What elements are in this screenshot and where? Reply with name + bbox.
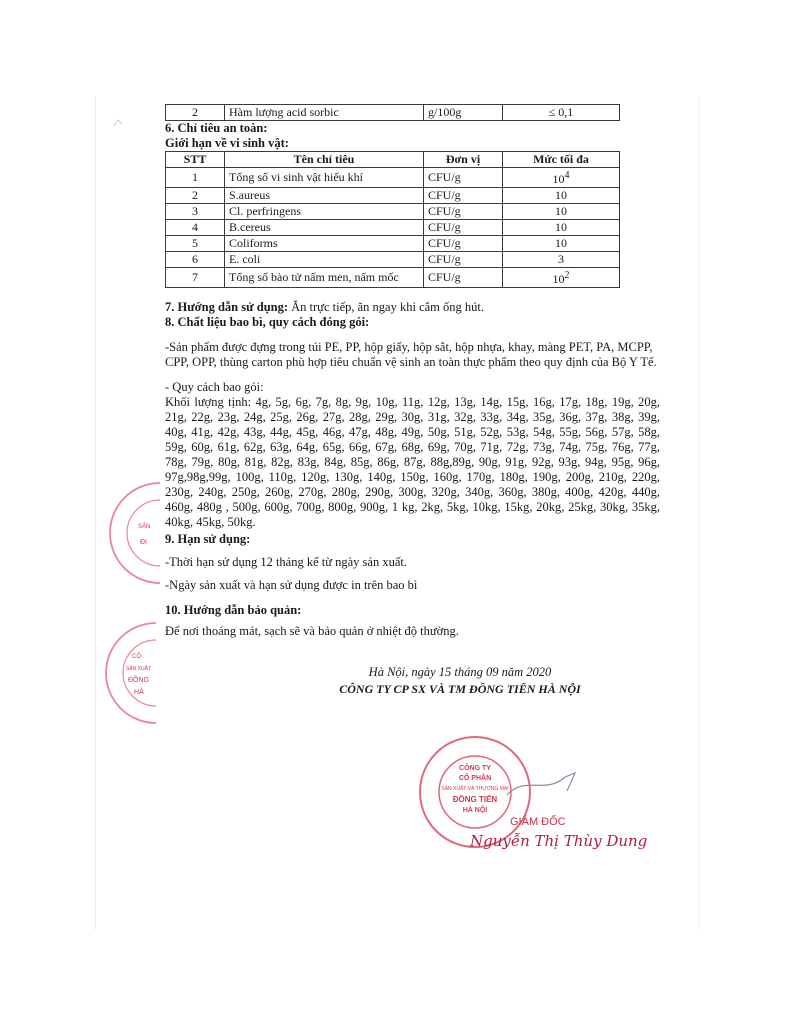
cell-name: B.cereus [225,220,424,236]
net-weights-text: Khối lượng tịnh: 4g, 5g, 6g, 7g, 8g, 9g, 10g, 11g, 12g, 13g, 14g, 15g, 16g, 17g, 18g, 19g, 20g, 21g, 22g, 23g, 24g, 25g, 26g, 27g, 28g, 29g, 30g, 31g, 32g, 33g, 34g, 35g, 36g, 37g, 38g, 39g, 40g, 41g, 42g, 43g, 44g, 45g, 46g, 47g, 48g, 49g, 50g, 51g, 52g, 53g, 54g, 55g, 56g, 57g, 58g, 59g, 60g, 61g, 62g, 63g, 64g, 65g, 66g, 67g, 68g, 69g, 70g, 71g, 72g, 73g, 74g, 75g, 76g, 77g, 78g, 79g, 80g, 81g, 82g, 83g, 84g, 85g, 86g, 87g, 88g,89g, 90g, 91g, 92g, 93g, 94g, 95g, 96g, 97g,98g,99g, 100g, 110g, 120g, 130g, 140g, 150g, 160g, 170g, 180g, 190g, 200g, 210g, 220g, 230g, 240g, 250g, 260g, 270g, 280g, 290g, 300g, 320g, 340g, 360g, 380g, 400g, 420g, 440g, 460g, 480g , 500g, 600g, 700g, 800g, 900g, 1 kg, 2kg, 5kg, 10kg, 15kg, 20kg, 25kg, 30kg, 35kg, 40kg, 45kg, 50kg. [165,395,660,529]
max-exponent: 2 [564,270,570,281]
stamp-line-3: SẢN XUẤT VÀ THƯƠNG MẠI [441,786,509,792]
edge2-stamp-text-2: SẢN XUẤT [126,666,152,672]
cell-max: ≤ 0,1 [503,105,620,121]
stamp-line-5: HÀ NỘI [462,807,488,814]
header-name: Tên chỉ tiêu [225,152,424,168]
cell-unit: CFU/g [424,188,503,204]
table-row [166,204,620,220]
date-printed-text: -Ngày sản xuất và hạn sử dụng được in trên bao bì [165,578,418,592]
cell-unit: CFU/g [424,168,503,188]
edge-stamp-text-2: ĐI [140,539,147,546]
table-header-row [166,152,620,168]
max-base: 10 [555,188,567,202]
cell-name: Tổng số vi sinh vật hiếu khí [225,168,424,188]
section-7-text: Ăn trực tiếp, ăn ngay khi cắm ống hút. [288,300,484,314]
table-row [166,268,620,288]
stamp-line-2: CỔ PHẦN [458,775,492,782]
table-row [166,168,620,188]
section-8-heading: 8. Chất liệu bao bì, quy cách đóng gói: [165,315,370,329]
cell-unit: CFU/g [424,220,503,236]
cell-stt: 4 [166,220,225,236]
storage-text: Để nơi thoáng mát, sạch sẽ và bảo quản ở nhiệt độ thường. [165,624,459,638]
cell-max [503,236,620,252]
max-exponent: 4 [564,170,570,181]
microbial-limits-table [165,151,620,288]
cell-max [503,220,620,236]
cell-stt: 3 [166,204,225,220]
cell-name: Tổng số bào tử nấm men, nấm mốc [225,268,424,288]
header-unit: Đơn vị [424,152,503,168]
scan-mark [112,116,132,130]
cell-stt: 7 [166,268,225,288]
edge2-stamp-text-1: CÔ [132,654,141,660]
cell-unit: CFU/g [424,252,503,268]
signature-block [295,665,625,697]
cell-stt: 2 [166,105,225,121]
stamp-line-4: ĐỒNG TIẾN [452,795,498,804]
table-row [166,105,620,121]
shelf-life-text: -Thời hạn sử dụng 12 tháng kể từ ngày sản xuất. [165,555,407,569]
max-base: 10 [555,204,567,218]
cell-unit: CFU/g [424,236,503,252]
cell-max [503,204,620,220]
cell-unit: CFU/g [424,204,503,220]
section-6-subheading: Giới hạn về vi sinh vật: [165,136,289,150]
stamp-line-1: CÔNG TY [459,765,491,772]
header-stt: STT [166,152,225,168]
signature-stroke-icon [505,765,585,805]
max-base: 10 [555,220,567,234]
max-base: 10 [555,236,567,250]
section-10-heading: 10. Hướng dẫn bảo quản: [165,603,302,617]
packaging-materials-text: -Sản phẩm được đựng trong túi PE, PP, hộp giấy, hộp sắt, hộp nhựa, khay, màng PET, PA, MCPP, CPP, OPP, thùng carton phù hợp tiêu chuẩn vệ sinh an toàn thực phẩm theo quy định của Bộ Y Tế. [165,340,657,369]
table-preservatives-tail [165,104,620,121]
document-content [165,104,660,697]
edge2-stamp-text-3: ĐỒNG [128,677,149,684]
table-row [166,252,620,268]
section-9-heading: 9. Hạn sử dụng: [165,532,251,546]
table-row [166,188,620,204]
cell-name: Coliforms [225,236,424,252]
cell-max [503,188,620,204]
sign-date: Hà Nội, ngày 15 tháng 09 năm 2020 [368,665,552,679]
edge2-stamp-text-4: HÀ [134,689,144,696]
cell-name: Hàm lượng acid sorbic [225,105,424,121]
table-row [166,236,620,252]
cell-max [503,252,620,268]
max-base: 10 [552,272,565,286]
cell-unit: CFU/g [424,268,503,288]
company-name: CÔNG TY CP SX VÀ TM ĐỒNG TIẾN HÀ NỘI [339,682,581,696]
director-title: GIÁM ĐỐC [510,816,566,828]
director-signature-name: Nguyễn Thị Thùy Dung [470,832,648,850]
edge-stamp-text-1: SẢN [138,524,151,530]
cell-stt: 2 [166,188,225,204]
section-7-heading: 7. Hướng dẫn sử dụng: [165,300,289,314]
packaging-spec-title: - Quy cách bao gói: [165,380,264,394]
cell-name: Cl. perfringens [225,204,424,220]
cell-stt: 6 [166,252,225,268]
max-base: 3 [558,252,564,266]
left-edge-stamp-icon [100,478,160,588]
cell-unit: g/100g [424,105,503,121]
section-7 [165,300,660,315]
header-max: Mức tối đa [503,152,620,168]
cell-max [503,268,620,288]
max-base: 10 [552,172,565,186]
cell-max [503,168,620,188]
left-edge-stamp-2-icon [96,618,156,728]
cell-stt: 1 [166,168,225,188]
cell-name: E. coli [225,252,424,268]
section-6-heading: 6. Chỉ tiêu an toàn: [165,121,268,135]
cell-stt: 5 [166,236,225,252]
table-row [166,220,620,236]
cell-name: S.aureus [225,188,424,204]
